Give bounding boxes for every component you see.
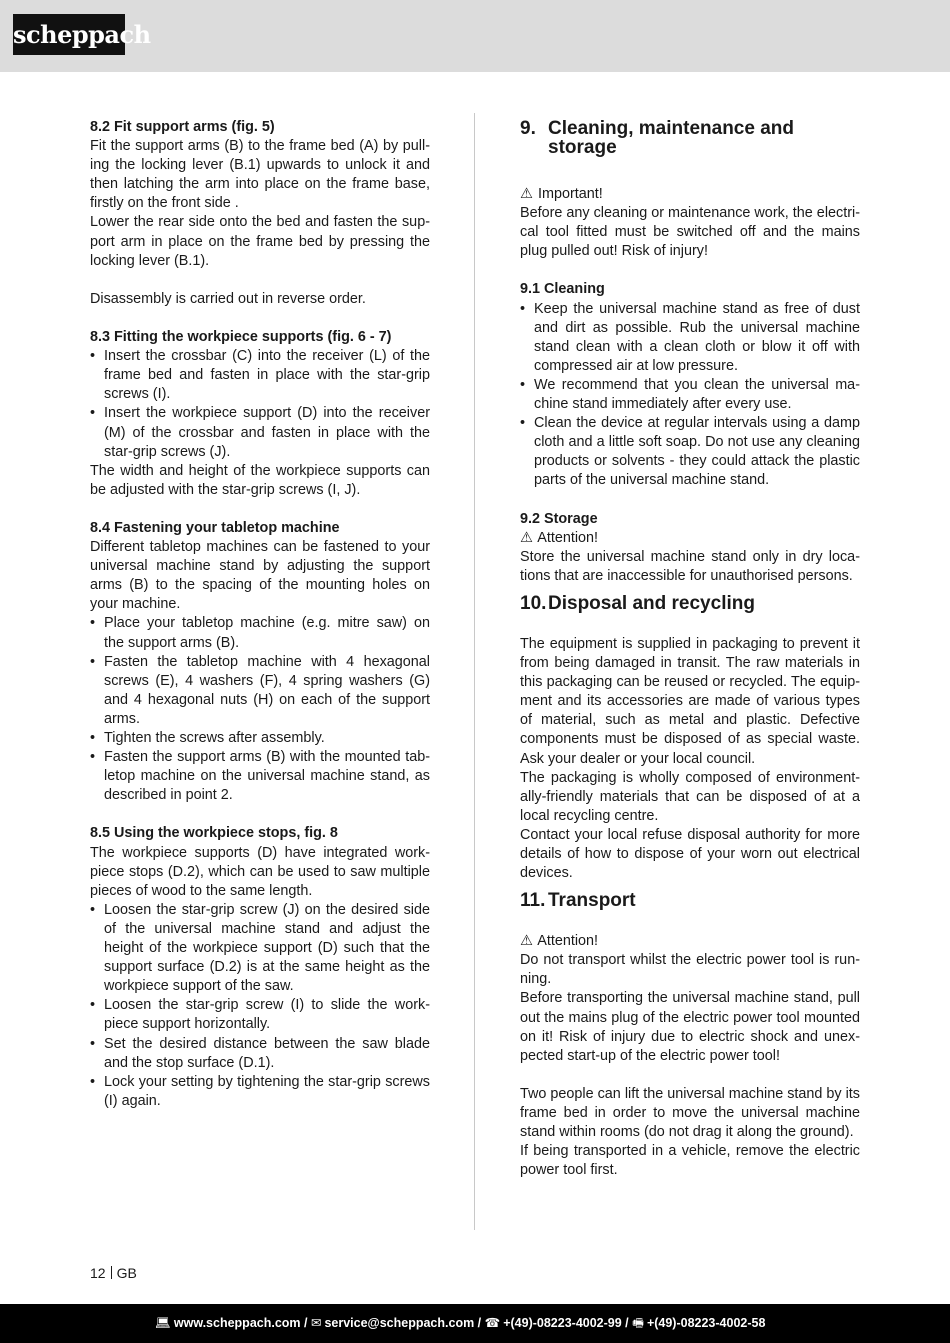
warning-icon: ⚠ — [520, 933, 533, 950]
computer-icon: 💻︎ — [155, 1316, 171, 1330]
section-8-4-paragraph: Different tabletop machines can be fastened to your universal machine stand by adjusting the support arms (B) to the spacing of the mounting holes on your machine. — [90, 539, 430, 613]
section-10-paragraph: Contact your local refuse disposal authority for more details of how to dispose of your worn out electrical devices. — [520, 826, 860, 882]
important-notice — [520, 185, 860, 204]
section-number: 9. — [520, 118, 536, 139]
warning-icon: ⚠ — [520, 529, 533, 546]
section-10-heading — [520, 594, 860, 613]
section-9-1-list — [520, 300, 860, 491]
list-item: • Loosen the star-grip screw (I) to slide the workpiece support horizontally. — [90, 996, 430, 1034]
section-title: Disposal and recycling — [548, 592, 755, 614]
section-9-2-title: 9.2 Storage — [520, 510, 598, 527]
footer-phone: +(49)-08223-4002-99 — [503, 1316, 622, 1330]
list-item: • We recommend that you clean the universal machine stand immediately after every use. — [520, 376, 860, 414]
list-item: • Fasten the tabletop machine with 4 hexagonal screws (E), 4 washers (F), 4 spring washers (G) and 4 hexagonal nuts (H) on each of the support arms. — [90, 653, 430, 729]
list-item: • Set the desired distance between the saw blade and the stop surface (D.1). — [90, 1035, 430, 1073]
section-9-1-title: 9.1 Cleaning — [520, 281, 605, 298]
section-8-4-list — [90, 614, 430, 805]
section-8-5-paragraph: The workpiece supports (D) have integrated workpiece stops (D.2), which can be used to saw multiple pieces of wood to the same length. — [90, 844, 430, 899]
list-item: • Loosen the star-grip screw (J) on the desired side of the universal machine stand and adjust the height of the workpiece support (D) such that the support surface (D.2) is at the same height as the workpiece support of the saw. — [90, 901, 430, 996]
phone-icon: ☎ — [484, 1316, 501, 1330]
section-9-paragraph: Before any cleaning or maintenance work, the electrical tool fitted must be switched off and the mains plug pulled out! Risk of injury! — [520, 205, 860, 260]
section-8-2-paragraph: Lower the rear side onto the bed and fasten the support arm in place on the frame bed by pressing the locking lever (B.1). — [90, 214, 430, 269]
section-11-paragraph: Before transporting the universal machine stand, pull out the mains plug of the electric power tool mounted on it! Risk of injury due to electric shock and unexpected start-up of the electric power tool! — [520, 990, 860, 1064]
page-header — [0, 0, 950, 72]
footer-website: www.scheppach.com — [173, 1316, 301, 1330]
page-footer: 💻︎ www.scheppach.com / ✉ service@scheppach.com / ☎ +(49)-08223-4002-99 / 🖷︎ +(49)-08223-4002-58 — [0, 1304, 950, 1343]
section-9-2-paragraph: Store the universal machine stand only in dry locations that are inaccessible for unauthorised persons. — [520, 548, 860, 584]
warning-icon: ⚠ — [520, 186, 533, 202]
attention-label: Attention! — [537, 933, 599, 950]
list-item: • Tighten the screws after assembly. — [90, 729, 430, 748]
page-language: GB — [116, 1265, 137, 1281]
right-column — [520, 118, 860, 1180]
section-10-paragraph: The packaging is wholly composed of environmentally-friendly materials that can be disposed of at a local recycling centre. — [520, 769, 860, 824]
footer-fax: +(49)-08223-4002-58 — [646, 1316, 766, 1330]
section-11-heading — [520, 891, 860, 910]
attention-notice — [520, 529, 860, 548]
list-item: • Lock your setting by tightening the star-grip screws (I) again. — [90, 1073, 430, 1111]
section-11-paragraph: If being transported in a vehicle, remove the electric power tool first. — [520, 1143, 860, 1179]
section-8-3-paragraph: The width and height of the workpiece supports can be adjusted with the star-grip screws (I, J). — [90, 462, 430, 498]
section-8-5-title: 8.5 Using the workpiece stops, fig. 8 — [90, 825, 338, 842]
page-number-value: 12 — [90, 1265, 106, 1281]
attention-label: Attention! — [537, 529, 599, 546]
section-number: 10. — [520, 592, 547, 614]
attention-notice — [520, 932, 860, 951]
section-10-paragraph: The equipment is supplied in packaging to prevent it from being damaged in transit. The raw materials in this packaging can be reused or recycled. The equipment and its accessories are made of various types of material, such as metal and plastic. Defective components must be disposed of as special waste. Ask your dealer or your local council. — [520, 635, 860, 767]
section-8-2-paragraph: Disassembly is carried out in reverse order. — [90, 290, 366, 307]
section-8-3-list — [90, 347, 430, 462]
list-item: • Clean the device at regular intervals using a damp cloth and a little soft soap. Do not use any cleaning products or solvents - they could attack the plastic parts of the universal machine stand. — [520, 414, 860, 490]
page-number — [90, 1265, 137, 1281]
section-8-2-title: 8.2 Fit support arms (fig. 5) — [90, 119, 275, 135]
brand-logo: scheppach — [13, 14, 125, 55]
list-item: • Place your tabletop machine (e.g. mitre saw) on the support arms (B). — [90, 614, 430, 652]
list-item: • Fasten the support arms (B) with the mounted tabletop machine on the universal machine stand, as described in point 2. — [90, 748, 430, 805]
section-11-paragraph: Two people can lift the universal machine stand by its frame bed in order to move the universal machine stand within rooms (do not drag it along the ground). — [520, 1085, 860, 1141]
section-8-3-title: 8.3 Fitting the workpiece supports (fig. 6 - 7) — [90, 329, 392, 346]
list-item: • Insert the workpiece support (D) into the receiver (M) of the crossbar and fasten in place with the star-grip screws (J). — [90, 404, 430, 461]
section-8-4-title: 8.4 Fastening your tabletop machine — [90, 519, 340, 536]
section-number: 11. — [520, 890, 546, 912]
list-item: • Insert the crossbar (C) into the receiver (L) of the frame bed and fasten in place with the star-grip screws (I). — [90, 347, 430, 404]
left-column — [90, 118, 430, 1111]
column-divider — [474, 113, 475, 1230]
list-item: • Keep the universal machine stand as free of dust and dirt as possible. Rub the universal machine stand clean with a clean cloth or blow it off with compressed air at low pressure. — [520, 300, 860, 376]
section-title: Transport — [548, 890, 636, 912]
footer-email: service@scheppach.com — [324, 1316, 475, 1330]
section-8-2-paragraph: Fit the support arms (B) to the frame bed (A) by pulling the locking lever (B.1) upwards to unlock it and then latching the arm into place on the frame base, firstly on the front side . — [90, 138, 430, 212]
section-title: Cleaning, maintenance and storage — [548, 118, 794, 158]
page-number-separator — [111, 1266, 112, 1279]
important-label: Important! — [538, 186, 603, 202]
mail-icon: ✉ — [310, 1316, 322, 1330]
section-9-heading — [520, 119, 860, 157]
section-11-paragraph: Do not transport whilst the electric power tool is running. — [520, 952, 860, 988]
fax-icon: 🖷︎ — [632, 1316, 644, 1330]
section-8-5-list — [90, 901, 430, 1111]
